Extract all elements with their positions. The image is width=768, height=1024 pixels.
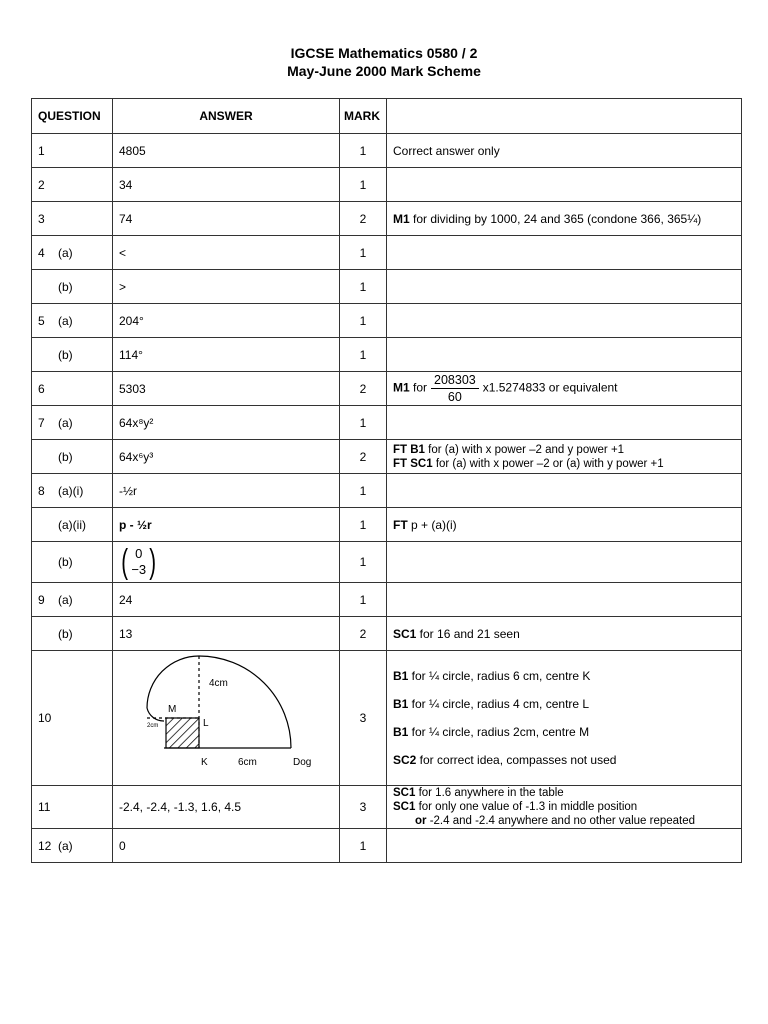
table-row xyxy=(32,168,742,202)
answer-cell: 204° xyxy=(113,304,340,338)
label-M: M xyxy=(168,704,177,715)
quarter-circles-diagram xyxy=(113,651,338,782)
question-number: 1 xyxy=(38,143,45,158)
answer-cell: 4805 xyxy=(113,134,340,168)
vector-bottom: −3 xyxy=(131,562,147,577)
notes-text: for ¼ circle, radius 6 cm, centre K xyxy=(408,669,591,683)
answer-cell: > xyxy=(113,270,340,304)
mark-cell: 1 xyxy=(340,270,387,304)
answer-cell: < xyxy=(113,236,340,270)
label-L: L xyxy=(203,718,209,729)
notes-cell xyxy=(387,236,742,270)
document-subtitle: May-June 2000 Mark Scheme xyxy=(287,63,481,79)
table-row xyxy=(32,406,742,440)
table-row xyxy=(32,786,742,829)
notes-cell xyxy=(387,338,742,372)
table-row xyxy=(32,236,742,270)
label-4cm: 4cm xyxy=(209,678,228,689)
notes-cell xyxy=(387,786,742,829)
notes-text: for correct idea, compasses not used xyxy=(416,753,617,767)
mark-cell: 1 xyxy=(340,338,387,372)
column-vector xyxy=(119,545,158,579)
notes-cell xyxy=(387,474,742,508)
left-bracket: ( xyxy=(121,543,129,581)
table-row xyxy=(32,134,742,168)
notes-text: p + (a)(i) xyxy=(407,517,457,532)
notes-cell xyxy=(387,372,742,406)
answer-cell xyxy=(113,651,340,786)
notes-cell xyxy=(387,168,742,202)
mark-cell: 3 xyxy=(340,786,387,829)
label-dog: Dog xyxy=(293,757,312,768)
question-part: (b) xyxy=(58,555,73,569)
mark-cell: 3 xyxy=(340,651,387,786)
notes-text: for ¼ circle, radius 4 cm, centre L xyxy=(408,697,590,711)
question-number: 6 xyxy=(38,381,45,396)
question-number: 4 xyxy=(38,245,45,260)
notes-bold: FT B1 xyxy=(393,443,425,456)
question-number: 10 xyxy=(38,711,52,725)
answer-cell: 64x⁸y² xyxy=(113,406,340,440)
notes-cell: Correct answer only xyxy=(387,134,742,168)
notes-bold: SC1 xyxy=(393,787,416,799)
table-row xyxy=(32,583,742,617)
question-number: 3 xyxy=(38,211,45,226)
arc-radius-6 xyxy=(199,656,291,748)
table-row xyxy=(32,304,742,338)
mark-cell: 1 xyxy=(340,406,387,440)
mark-cell: 1 xyxy=(340,168,387,202)
hatched-square xyxy=(166,718,199,748)
right-bracket: ) xyxy=(149,543,157,581)
answer-cell: -2.4, -2.4, -1.3, 1.6, 4.5 xyxy=(113,786,340,829)
question-part: (b) xyxy=(58,279,73,294)
notes-bold: B1 xyxy=(393,725,409,739)
notes-text: for only one value of -1.3 in middle position xyxy=(415,801,638,813)
notes-bold: B1 xyxy=(393,669,409,683)
notes-cell xyxy=(387,583,742,617)
label-2cm: 2cm xyxy=(147,723,159,729)
label-6cm: 6cm xyxy=(238,757,257,768)
notes-cell xyxy=(387,202,742,236)
mark-cell: 2 xyxy=(340,440,387,474)
question-number: 2 xyxy=(38,177,45,192)
table-row xyxy=(32,372,742,406)
notes-bold: M1 xyxy=(393,380,410,395)
notes-bold: B1 xyxy=(393,697,409,711)
table-row xyxy=(32,617,742,651)
question-number: 5 xyxy=(38,313,45,328)
mark-cell: 1 xyxy=(340,542,387,583)
notes-bold: FT SC1 xyxy=(393,457,433,470)
notes-cell xyxy=(387,542,742,583)
answer-cell: 74 xyxy=(113,202,340,236)
answer-cell: -½r xyxy=(113,474,340,508)
fraction-numerator: 208303 xyxy=(431,372,479,389)
answer-cell: 13 xyxy=(113,617,340,651)
arc-radius-2 xyxy=(147,708,164,721)
question-part: (b) xyxy=(58,449,73,464)
mark-cell: 1 xyxy=(340,829,387,863)
answer-cell xyxy=(113,542,340,583)
notes-text: for (a) with x power –2 or (a) with y power +1 xyxy=(432,457,664,470)
notes-text: for 1.6 anywhere in the table xyxy=(415,787,564,799)
notes-text: for 16 and 21 seen xyxy=(416,626,520,641)
notes-bold: SC2 xyxy=(393,753,417,767)
mark-cell: 2 xyxy=(340,372,387,406)
notes-post: x1.5274833 or equivalent xyxy=(482,380,618,395)
mark-cell: 1 xyxy=(340,134,387,168)
header-mark: MARK xyxy=(340,99,387,134)
question-number: 11 xyxy=(38,800,51,814)
notes-text: for dividing by 1000, 24 and 365 (condone 366, 365¼) xyxy=(409,211,702,226)
question-part: (a)(ii) xyxy=(58,517,86,532)
question-part: (a) xyxy=(58,245,73,260)
table-row xyxy=(32,474,742,508)
table-row xyxy=(32,440,742,474)
notes-cell xyxy=(387,304,742,338)
notes-cell xyxy=(387,617,742,651)
answer-cell: 34 xyxy=(113,168,340,202)
answer-cell: p - ½r xyxy=(113,508,340,542)
question-part: (a) xyxy=(58,838,73,853)
question-part: (a) xyxy=(58,592,73,607)
answer-cell: 0 xyxy=(113,829,340,863)
notes-cell xyxy=(387,829,742,863)
question-part: (a) xyxy=(58,415,73,430)
question-number: 12 xyxy=(38,838,52,853)
fraction xyxy=(431,372,479,405)
question-part: (b) xyxy=(58,626,73,641)
question-number: 9 xyxy=(38,592,45,607)
mark-cell: 1 xyxy=(340,304,387,338)
notes-cell xyxy=(387,406,742,440)
notes-cell xyxy=(387,440,742,474)
notes-bold: M1 xyxy=(393,211,410,226)
question-part: (b) xyxy=(58,347,73,362)
table-row xyxy=(32,651,742,786)
label-K: K xyxy=(201,757,208,768)
header-notes xyxy=(387,99,742,134)
notes-bold: FT xyxy=(393,517,408,532)
mark-cell: 1 xyxy=(340,236,387,270)
question-part: (a)(i) xyxy=(58,483,84,498)
notes-cell xyxy=(387,651,742,786)
table-row xyxy=(32,338,742,372)
mark-cell: 1 xyxy=(340,508,387,542)
notes-text: -2.4 and -2.4 anywhere and no other value repeated xyxy=(426,815,696,827)
table-row xyxy=(32,202,742,236)
notes-bold: SC1 xyxy=(393,801,416,813)
notes-text: for ¼ circle, radius 2cm, centre M xyxy=(408,725,590,739)
notes-cell xyxy=(387,508,742,542)
mark-cell: 2 xyxy=(340,617,387,651)
notes-bold: or xyxy=(415,815,427,827)
notes-cell xyxy=(387,270,742,304)
question-part: (a) xyxy=(58,313,73,328)
notes-bold: SC1 xyxy=(393,626,417,641)
mark-cell: 2 xyxy=(340,202,387,236)
mark-cell: 1 xyxy=(340,474,387,508)
mark-scheme-table xyxy=(31,98,742,863)
table-row xyxy=(32,542,742,583)
table-row xyxy=(32,508,742,542)
document-title: IGCSE Mathematics 0580 / 2 xyxy=(290,45,478,61)
mark-cell: 1 xyxy=(340,583,387,617)
answer-cell: 24 xyxy=(113,583,340,617)
header-answer: ANSWER xyxy=(113,99,340,134)
arc-radius-4 xyxy=(147,656,199,708)
question-number: 8 xyxy=(38,483,45,498)
notes-text: for (a) with x power –2 and y power +1 xyxy=(424,443,625,456)
question-number: 7 xyxy=(38,415,45,430)
notes-pre: for xyxy=(409,380,428,395)
answer-cell: 64x⁶y³ xyxy=(113,440,340,474)
fraction-denominator: 60 xyxy=(447,390,462,404)
vector-top: 0 xyxy=(135,546,143,561)
answer-cell: 5303 xyxy=(113,372,340,406)
answer-cell: 114° xyxy=(113,338,340,372)
table-row xyxy=(32,829,742,863)
table-row xyxy=(32,270,742,304)
header-question: QUESTION xyxy=(32,99,113,134)
table-header-row xyxy=(32,99,742,134)
